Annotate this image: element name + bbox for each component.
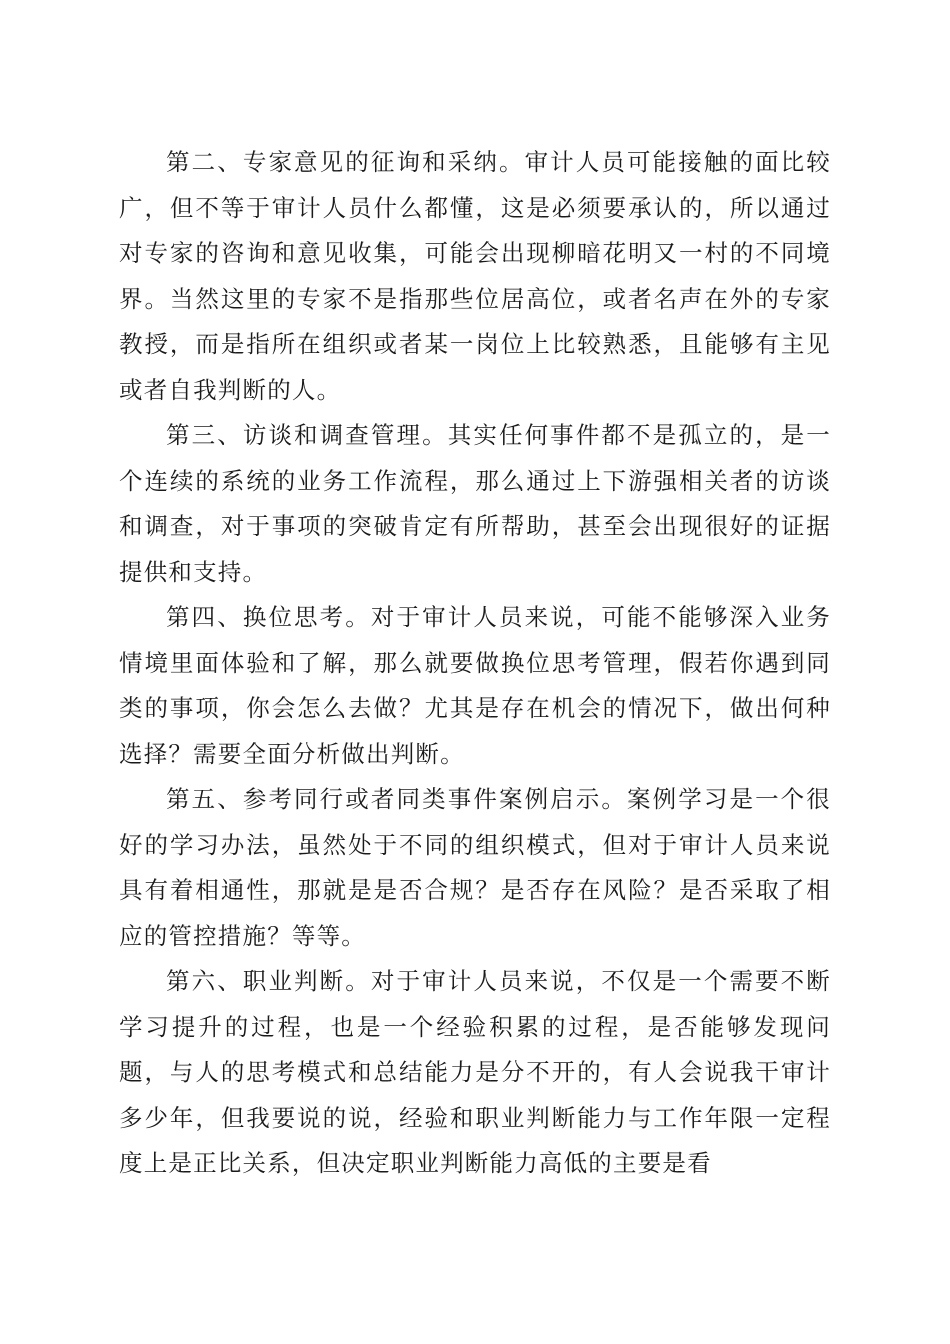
paragraph-perspective-taking: 第四、换位思考。对于审计人员来说，可能不能够深入业务情境里面体验和了解，那么就要做换位思考管理，假若你遇到同类的事项，你会怎么去做？尤其是存在机会的情况下，做出何种选择？需要全面分析做出判断。: [119, 603, 831, 768]
document-body: [119, 140, 831, 1187]
paragraph-case-reference: 第五、参考同行或者同类事件案例启示。案例学习是一个很好的学习办法，虽然处于不同的组织模式，但对于审计人员来说具有着相通性，那就是是否合规？是否存在风险？是否采取了相应的管控措施？等等。: [119, 785, 831, 950]
paragraph-interview-survey: 第三、访谈和调查管理。其实任何事件都不是孤立的，是一个连续的系统的业务工作流程，那么通过上下游强相关者的访谈和调查，对于事项的突破肯定有所帮助，甚至会出现很好的证据提供和支持。: [119, 421, 831, 586]
paragraph-expert-consultation: 第二、专家意见的征询和采纳。审计人员可能接触的面比较广，但不等于审计人员什么都懂，这是必须要承认的，所以通过对专家的咨询和意见收集，可能会出现柳暗花明又一村的不同境界。当然这里的专家不是指那些位居高位，或者名声在外的专家教授，而是指所在组织或者某一岗位上比较熟悉，且能够有主见或者自我判断的人。: [119, 148, 831, 404]
paragraph-professional-judgment: 第六、职业判断。对于审计人员来说，不仅是一个需要不断学习提升的过程，也是一个经验积累的过程，是否能够发现问题，与人的思考模式和总结能力是分不开的，有人会说我干审计多少年，但我要说的说，经验和职业判断能力与工作年限一定程度上是正比关系，但决定职业判断能力高低的主要是看: [119, 967, 831, 1177]
